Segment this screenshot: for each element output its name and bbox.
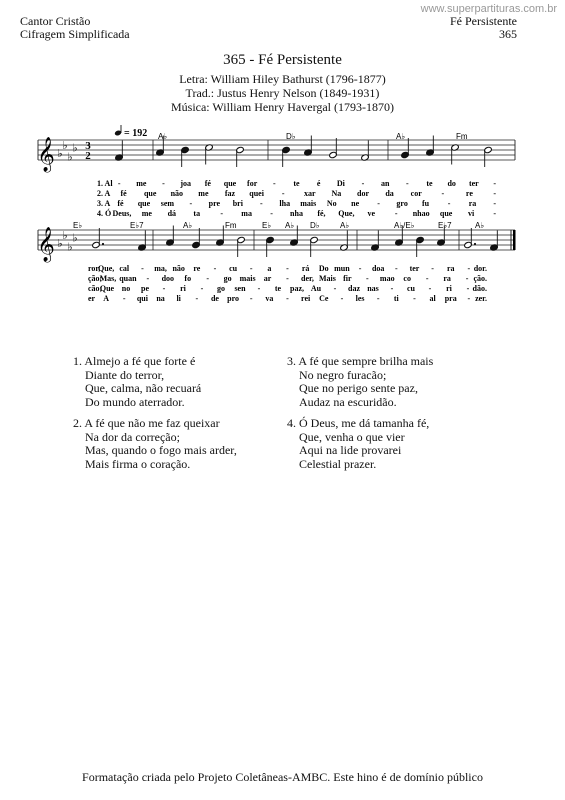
- chord-symbol: A♭: [475, 221, 485, 230]
- lyric-syllable: -: [281, 189, 285, 198]
- lyric-syllable: ma: [241, 209, 252, 218]
- lyric-syllable: que: [439, 209, 453, 218]
- flat-sign-icon: ♭: [57, 147, 63, 160]
- lyric-syllable: cal: [119, 264, 130, 273]
- flat-sign-icon: ♭: [72, 141, 78, 155]
- verse-line: A fé que não me faz queixar: [84, 416, 220, 430]
- lyric-syllable: der,: [301, 274, 314, 283]
- verse-line: Que, venha o que vier: [299, 429, 405, 444]
- lyric-syllable: go: [223, 274, 232, 283]
- lyric-syllable: -: [286, 294, 289, 303]
- lyric-syllable: fé: [117, 199, 124, 208]
- lyric-syllable: -: [200, 284, 204, 293]
- verse-number: 2.: [73, 416, 82, 430]
- credit-music: Música: William Henry Havergal (1793-1870): [170, 100, 395, 114]
- lyric-syllable: ror,: [88, 264, 101, 273]
- lyric-syllable: é: [316, 179, 321, 188]
- lyric-syllable: co: [403, 274, 411, 283]
- lyric-syllable: dor.: [473, 264, 487, 273]
- lyric-syllable: faz: [224, 189, 236, 198]
- lyric-syllable: -: [213, 264, 217, 273]
- lyric-syllable: da: [385, 189, 394, 198]
- lyric-syllable: dor: [357, 189, 369, 198]
- lyric-syllable: 2. A: [97, 189, 111, 198]
- lyric-syllable: ar: [263, 274, 272, 283]
- tempo-mark: = 192: [124, 128, 148, 139]
- lyric-syllable: -: [146, 274, 150, 283]
- chord-symbol: E♭7: [438, 221, 452, 230]
- lyric-syllable: -: [361, 179, 365, 188]
- lyric-syllable: ri: [446, 284, 452, 293]
- lyric-syllable: -: [270, 209, 273, 218]
- lyric-syllable: que: [143, 189, 157, 198]
- lyric-syllable: cu: [229, 264, 238, 273]
- lyric-syllable: mao: [379, 274, 395, 283]
- lyric-syllable: an: [380, 179, 390, 188]
- flat-sign-icon: ♭: [62, 229, 68, 242]
- lyric-syllable: ter: [468, 179, 479, 188]
- lyric-syllable: que: [223, 179, 237, 188]
- lyric-syllable: -: [141, 264, 144, 273]
- time-signature-top: 3: [85, 140, 91, 152]
- header-right: [450, 15, 517, 41]
- lyric-syllable: Deus,: [112, 209, 132, 218]
- lyric-syllable: -: [117, 179, 121, 188]
- lyric-syllable: ma,: [154, 264, 167, 273]
- lyric-syllable: Que,: [338, 209, 355, 218]
- chord-symbol: A♭: [158, 132, 168, 141]
- lyric-syllable: cu: [407, 284, 415, 293]
- flat-sign-icon: ♭: [57, 237, 63, 250]
- lyric-syllable: -: [394, 209, 398, 218]
- lyric-syllable: -: [333, 284, 337, 293]
- chord-symbol: A♭: [396, 132, 406, 141]
- lyric-syllable: -: [206, 274, 210, 283]
- sheet-music: [0, 125, 565, 310]
- lyric-syllable: cão;: [88, 284, 103, 293]
- chord-symbol: Fm: [456, 132, 468, 141]
- watermark: www.superpartituras.com.br: [420, 3, 557, 15]
- lyric-syllable: fo: [184, 274, 192, 283]
- lyric-syllable: -: [122, 294, 126, 303]
- verse-line: Diante do terror,: [85, 367, 165, 382]
- verse-2: [73, 417, 237, 471]
- treble-clef-icon: 𝄞: [37, 227, 55, 262]
- lyric-syllable: -: [413, 294, 416, 303]
- lyric-syllable: -: [394, 264, 398, 273]
- lyric-syllable: ra: [443, 274, 451, 283]
- lyric-syllable: -: [162, 179, 165, 188]
- flat-sign-icon: ♭: [62, 139, 68, 152]
- lyric-syllable: -: [358, 264, 362, 273]
- verse-line: Ó Deus, me dá tamanha fé,: [299, 416, 430, 430]
- lyric-syllable: zer.: [475, 294, 487, 303]
- lyric-syllable: não: [172, 264, 185, 273]
- lyric-syllable: -: [286, 274, 289, 283]
- lyric-syllable: nhao: [412, 209, 430, 218]
- chord-symbol: A♭: [285, 221, 295, 230]
- lyric-syllable: ta: [193, 209, 201, 218]
- lyric-syllable: pra: [444, 294, 457, 303]
- lyric-syllable: for: [247, 179, 258, 188]
- lyric-syllable: lha: [279, 199, 291, 208]
- lyric-syllable: Na: [331, 189, 342, 198]
- lyric-syllable: re: [465, 189, 473, 198]
- lyric-syllable: dá: [167, 209, 177, 218]
- verse-line: Do mundo aterrador.: [85, 394, 185, 409]
- lyric-syllable: les: [355, 294, 365, 303]
- lyric-syllable: nas: [367, 284, 379, 293]
- lyric-syllable: gro: [396, 199, 408, 208]
- credit-translation: Trad.: Justus Henry Nelson (1849-1931): [185, 86, 380, 100]
- lyric-syllable: paz,: [290, 284, 304, 293]
- lyric-syllable: não: [170, 189, 184, 198]
- time-signature-bottom: 2: [85, 150, 91, 162]
- lyric-syllable: fir: [343, 274, 352, 283]
- lyric-syllable: -: [286, 264, 289, 273]
- lyric-syllable: sem: [160, 199, 175, 208]
- lyric-syllable: Mas,: [99, 274, 117, 283]
- lyric-syllable: do: [447, 179, 456, 188]
- lyric-syllable: pro: [227, 294, 240, 303]
- lyric-syllable: -: [257, 284, 261, 293]
- lyric-syllable: -: [493, 189, 496, 198]
- page-title: 365 - Fé Persistente: [223, 52, 342, 68]
- lyric-syllable: re: [193, 264, 201, 273]
- lyric-syllable: -: [340, 294, 344, 303]
- lyric-syllable: Di: [336, 179, 345, 188]
- hymn-name: Fé Persistente: [450, 14, 517, 28]
- lyric-syllable: mun: [334, 264, 350, 273]
- lyric-syllable: va: [265, 294, 274, 303]
- verse-line: Almejo a fé que forte é: [84, 354, 196, 368]
- lyric-syllable: -: [162, 284, 166, 293]
- note-dot: [474, 243, 476, 245]
- lyric-syllable: vi: [467, 209, 475, 218]
- lyric-syllable: rei: [301, 294, 311, 303]
- lyric-syllable: ter: [409, 264, 420, 273]
- lyric-syllable: ra: [468, 199, 477, 208]
- lyric-syllable: fé,: [317, 209, 326, 218]
- lyric-syllable: me: [141, 209, 152, 218]
- lyric-syllable: dão.: [472, 284, 487, 293]
- lyric-syllable: de: [210, 294, 219, 303]
- lyric-syllable: Que,: [98, 264, 115, 273]
- music-system-2: [37, 221, 515, 303]
- lyric-syllable: Do: [318, 264, 329, 273]
- chord-symbol: D♭: [286, 132, 296, 141]
- footer-note: Formatação criada pelo Projeto Coletâneas-AMBC. Este hino é de domínio público: [82, 770, 483, 784]
- lyric-syllable: -: [441, 189, 445, 198]
- collection-name: Cantor Cristão: [20, 14, 91, 28]
- lyric-syllable: xar: [304, 189, 316, 198]
- lyric-syllable: pre: [208, 199, 221, 208]
- chord-symbol: E♭: [262, 221, 272, 230]
- music-system-1: [37, 125, 515, 218]
- lyric-syllable: A: [103, 294, 110, 303]
- lyric-syllable: -: [272, 179, 276, 188]
- credit-lyrics: Letra: William Hiley Bathurst (1796-1877): [179, 72, 386, 86]
- lyric-syllable: -: [467, 294, 471, 303]
- lyric-syllable: fé: [120, 189, 127, 198]
- lyric-syllable: -: [220, 209, 224, 218]
- verse-line: Mas, quando o fogo mais arder,: [85, 443, 237, 457]
- lyric-syllable: ção;: [88, 274, 103, 283]
- lyric-syllable: -: [493, 199, 496, 208]
- lyric-syllable: nha: [290, 209, 303, 218]
- lyric-syllable: -: [447, 199, 451, 208]
- lyric-syllable: -: [467, 264, 471, 273]
- verse-line: Mais firma o coração.: [85, 456, 191, 471]
- lyric-syllable: -: [466, 284, 470, 293]
- lyric-syllable: quei: [249, 189, 264, 198]
- lyric-syllable: na: [156, 294, 165, 303]
- lyric-syllable: mais: [300, 199, 317, 208]
- chord-symbol: A♭: [183, 221, 193, 230]
- chord-symbol: E♭7: [130, 221, 144, 230]
- verse-line: Na dor da correção;: [85, 429, 180, 444]
- verse-4: [287, 417, 429, 471]
- hymn-number: 365: [499, 27, 517, 41]
- lyric-syllable: ti: [393, 294, 399, 303]
- lyric-syllable: daz: [348, 284, 360, 293]
- verse-number: 4.: [287, 416, 296, 430]
- verse-line: Audaz na escuridão.: [299, 394, 397, 409]
- verse-3: [287, 355, 433, 409]
- lyric-syllable: que: [137, 199, 151, 208]
- lyric-syllable: -: [493, 209, 496, 218]
- chord-symbol: E♭: [73, 221, 83, 230]
- chord-symbol: A♭: [340, 221, 350, 230]
- lyric-syllable: me: [136, 179, 147, 188]
- lyric-syllable: -: [365, 274, 369, 283]
- lyric-syllable: 3. A: [97, 199, 111, 208]
- lyric-syllable: -: [428, 284, 432, 293]
- lyric-syllable: go: [217, 284, 225, 293]
- lyric-syllable: doo: [161, 274, 175, 283]
- lyric-syllable: joa: [180, 179, 192, 188]
- lyric-syllable: Ce: [319, 294, 329, 303]
- verse-1: [73, 355, 201, 409]
- lyric-syllable: -: [259, 199, 263, 208]
- lyric-syllable: pe: [141, 284, 149, 293]
- lyric-syllable: no: [121, 284, 131, 293]
- lyric-syllable: sen: [234, 284, 246, 293]
- lyric-syllable: Que: [99, 284, 115, 293]
- chord-symbol: A♭/E♭: [394, 221, 415, 230]
- verse-line: A fé que sempre brilha mais: [298, 354, 434, 368]
- verse-number: 1.: [73, 354, 82, 368]
- lyric-syllable: fu: [422, 199, 430, 208]
- lyric-syllable: 1. Al: [97, 179, 113, 188]
- flat-sign-icon: ♭: [72, 231, 78, 245]
- header-left: [20, 15, 130, 41]
- lyric-syllable: -: [425, 274, 429, 283]
- lyric-syllable: ra: [446, 264, 455, 273]
- lyric-syllable: quan: [119, 274, 137, 283]
- lyric-syllable: -: [405, 179, 409, 188]
- lyric-syllable: -: [376, 294, 380, 303]
- lyric-syllable: fé: [204, 179, 211, 188]
- edition-name: Cifragem Simplificada: [20, 27, 130, 41]
- lyric-syllable: ri: [180, 284, 186, 293]
- verse-line: Que, calma, não recuará: [85, 381, 202, 395]
- lyric-syllable: rá: [301, 264, 310, 273]
- flat-sign-icon: ♭: [67, 240, 73, 254]
- lyric-syllable: 4. Ó: [97, 209, 112, 218]
- verse-line: Celestial prazer.: [299, 456, 377, 471]
- lyric-syllable: -: [195, 294, 199, 303]
- verse-line: Aqui na lide provarei: [299, 443, 402, 457]
- verse-line: Que no perigo sente paz,: [299, 381, 418, 395]
- final-barline: [513, 230, 516, 250]
- lyric-syllable: -: [493, 179, 496, 188]
- verse-line: No negro furacão;: [299, 367, 387, 382]
- lyric-syllable: -: [189, 199, 193, 208]
- treble-clef-icon: 𝄞: [37, 137, 55, 172]
- lyric-syllable: Au: [310, 284, 322, 293]
- lyric-syllable: te: [293, 179, 300, 188]
- lyric-syllable: ção.: [473, 274, 487, 283]
- lyric-syllable: -: [465, 274, 469, 283]
- lyric-syllable: doa: [371, 264, 385, 273]
- verse-number: 3.: [287, 354, 296, 368]
- lyric-syllable: -: [431, 264, 434, 273]
- flat-sign-icon: ♭: [67, 150, 73, 164]
- lyric-syllable: -: [390, 284, 394, 293]
- chord-symbol: Fm: [225, 221, 237, 230]
- chord-symbol: D♭: [310, 221, 320, 230]
- lyric-syllable: -: [249, 294, 253, 303]
- lyric-syllable: te: [274, 284, 282, 293]
- lyric-syllable: No: [326, 199, 337, 208]
- lyric-syllable: cor: [410, 189, 422, 198]
- lyric-syllable: te: [426, 179, 433, 188]
- lyric-syllable: bri: [232, 199, 243, 208]
- lyric-syllable: -: [377, 199, 380, 208]
- lyric-syllable: ve: [367, 209, 376, 218]
- lyric-syllable: ne: [351, 199, 360, 208]
- lyric-syllable: li: [176, 294, 181, 303]
- lyric-syllable: mais: [239, 274, 256, 283]
- lyric-syllable: al: [429, 294, 436, 303]
- lyric-syllable: er: [88, 294, 96, 303]
- lyric-syllable: Mais: [318, 274, 336, 283]
- lyric-syllable: -: [249, 264, 253, 273]
- credits: [0, 72, 565, 114]
- lyric-syllable: qui: [136, 294, 148, 303]
- note-dot: [102, 243, 104, 245]
- lyric-syllable: me: [198, 189, 209, 198]
- lyric-syllable: a: [267, 264, 272, 273]
